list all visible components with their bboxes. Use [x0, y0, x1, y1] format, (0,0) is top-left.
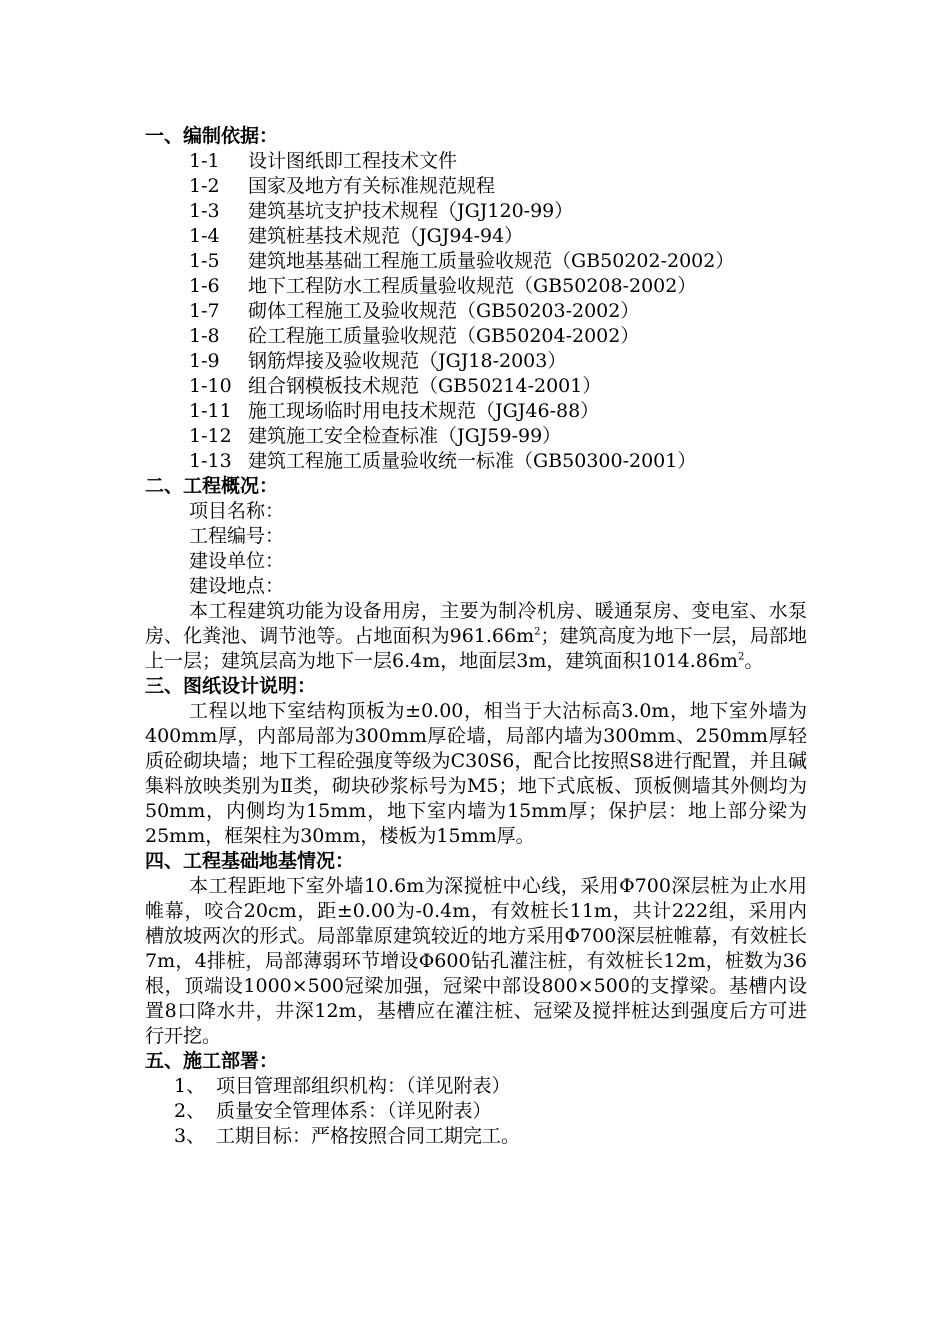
reference-item [145, 174, 807, 199]
reference-text: 地下工程防水工程质量验收规范（GB50208-2002） [248, 275, 697, 297]
reference-number: 1-9 [189, 350, 220, 372]
superscript: 2 [737, 651, 745, 663]
reference-item [145, 374, 807, 399]
section-heading-design: 三、图纸设计说明： [145, 675, 317, 697]
reference-number: 1-10 [189, 375, 232, 397]
reference-number: 1-12 [189, 425, 232, 447]
design-paragraph: 工程以地下室结构顶板为±0.00，相当于大沽标高3.0m，地下室外墙为400mm厚，内部局部为300mm厚砼墙，局部内墙为300mm、250mm厚轻质砼砌块墙；地下工程砼强度等级为C30S6，配合比按照S8进行配置，并且碱集料放映类别为Ⅱ类，砌块砂浆标号为M5；地下式底板、顶板侧墙其外侧均为50mm，内侧均为15mm，地下室内墙为15mm厚；保护层：地上部分梁为25mm，框架柱为30mm，楼板为15mm厚。 [145, 700, 807, 847]
reference-text: 钢筋焊接及验收规范（JGJ18-2003） [248, 350, 567, 372]
deployment-text: 项目管理部组织机构：（详见附表） [216, 1075, 511, 1097]
reference-number: 1-7 [189, 300, 220, 322]
reference-number: 1-4 [189, 225, 220, 247]
reference-number: 1-3 [189, 200, 220, 222]
document-body [145, 124, 807, 1149]
reference-item [145, 299, 807, 324]
reference-list [145, 149, 807, 474]
reference-item [145, 399, 807, 424]
reference-item [145, 424, 807, 449]
superscript: 2 [534, 626, 541, 638]
reference-text: 建筑基坑支护技术规程（JGJ120-99） [248, 200, 574, 222]
reference-text: 组合钢模板技术规范（GB50214-2001） [248, 375, 602, 397]
overview-paragraph [145, 599, 807, 674]
project-name-field: 项目名称： [189, 500, 285, 522]
deployment-item [145, 1099, 807, 1124]
deployment-number: 1、 [174, 1075, 206, 1097]
reference-number: 1-2 [189, 175, 220, 197]
location-field: 建设地点： [189, 575, 285, 597]
reference-number: 1-8 [189, 325, 220, 347]
reference-item [145, 199, 807, 224]
overview-text-part: ；建筑高度为地下一层，局部地上一层；建筑层高为地下一层6.4m，地面层3m，建筑面积1014.86m [145, 625, 807, 672]
section-heading-foundation: 四、工程基础地基情况： [145, 850, 355, 872]
reference-item [145, 224, 807, 249]
reference-text: 施工现场临时用电技术规范（JGJ46-88） [248, 400, 600, 422]
reference-text: 建筑桩基技术规范（JGJ94-94） [248, 225, 524, 247]
project-number-field: 工程编号： [189, 525, 285, 547]
reference-text: 建筑施工安全检查标准（JGJ59-99） [248, 425, 562, 447]
reference-item [145, 349, 807, 374]
reference-item [145, 324, 807, 349]
reference-number: 1-1 [189, 150, 220, 172]
reference-item [145, 274, 807, 299]
overview-text-part: 。 [744, 650, 764, 672]
reference-item [145, 449, 807, 474]
overview-text-part: 本工程建筑功能为设备用房，主要为制冷机房、暖通泵房、变电室、水泵房、化粪池、调节池等。占地面积为961.66m [145, 600, 807, 647]
reference-number: 1-5 [189, 250, 220, 272]
deployment-item [145, 1124, 807, 1149]
deployment-text: 质量安全管理体系：（详见附表） [216, 1100, 492, 1122]
reference-number: 1-11 [189, 400, 232, 422]
reference-text: 国家及地方有关标准规范规程 [248, 175, 496, 197]
reference-text: 砼工程施工质量验收规范（GB50204-2002） [248, 325, 640, 347]
section-heading-basis: 一、编制依据： [145, 125, 279, 147]
owner-field: 建设单位： [189, 550, 285, 572]
section-heading-deployment: 五、施工部署： [145, 1050, 279, 1072]
reference-item [145, 249, 807, 274]
deployment-number: 3、 [174, 1125, 206, 1147]
deployment-number: 2、 [174, 1100, 206, 1122]
foundation-paragraph: 本工程距地下室外墙10.6m为深搅桩中心线，采用Φ700深层桩为止水用帷幕，咬合20cm，距±0.00为-0.4m，有效桩长11m，共计222组，采用内槽放坡两次的形式。局部靠原建筑较近的地方采用Φ700深层桩帷幕，有效桩长7m，4排桩，局部薄弱环节增设Φ600钻孔灌注桩，有效桩长12m，桩数为36根，顶端设1000×500冠梁加强，冠梁中部设800×500的支撑梁。基槽内设置8口降水井，井深12m，基槽应在灌注桩、冠梁及搅拌桩达到强度后方可进行开挖。 [145, 875, 807, 1047]
reference-number: 1-6 [189, 275, 220, 297]
reference-text: 建筑地基基础工程施工质量验收规范（GB50202-2002） [248, 250, 735, 272]
reference-number: 1-13 [189, 450, 232, 472]
deployment-item [145, 1074, 807, 1099]
deployment-text: 工期目标：严格按照合同工期完工。 [216, 1125, 521, 1147]
section-heading-overview: 二、工程概况： [145, 475, 279, 497]
reference-text: 砌体工程施工及验收规范（GB50203-2002） [248, 300, 640, 322]
reference-text: 设计图纸即工程技术文件 [248, 150, 458, 172]
reference-item [145, 149, 807, 174]
reference-text: 建筑工程施工质量验收统一标准（GB50300-2001） [248, 450, 697, 472]
